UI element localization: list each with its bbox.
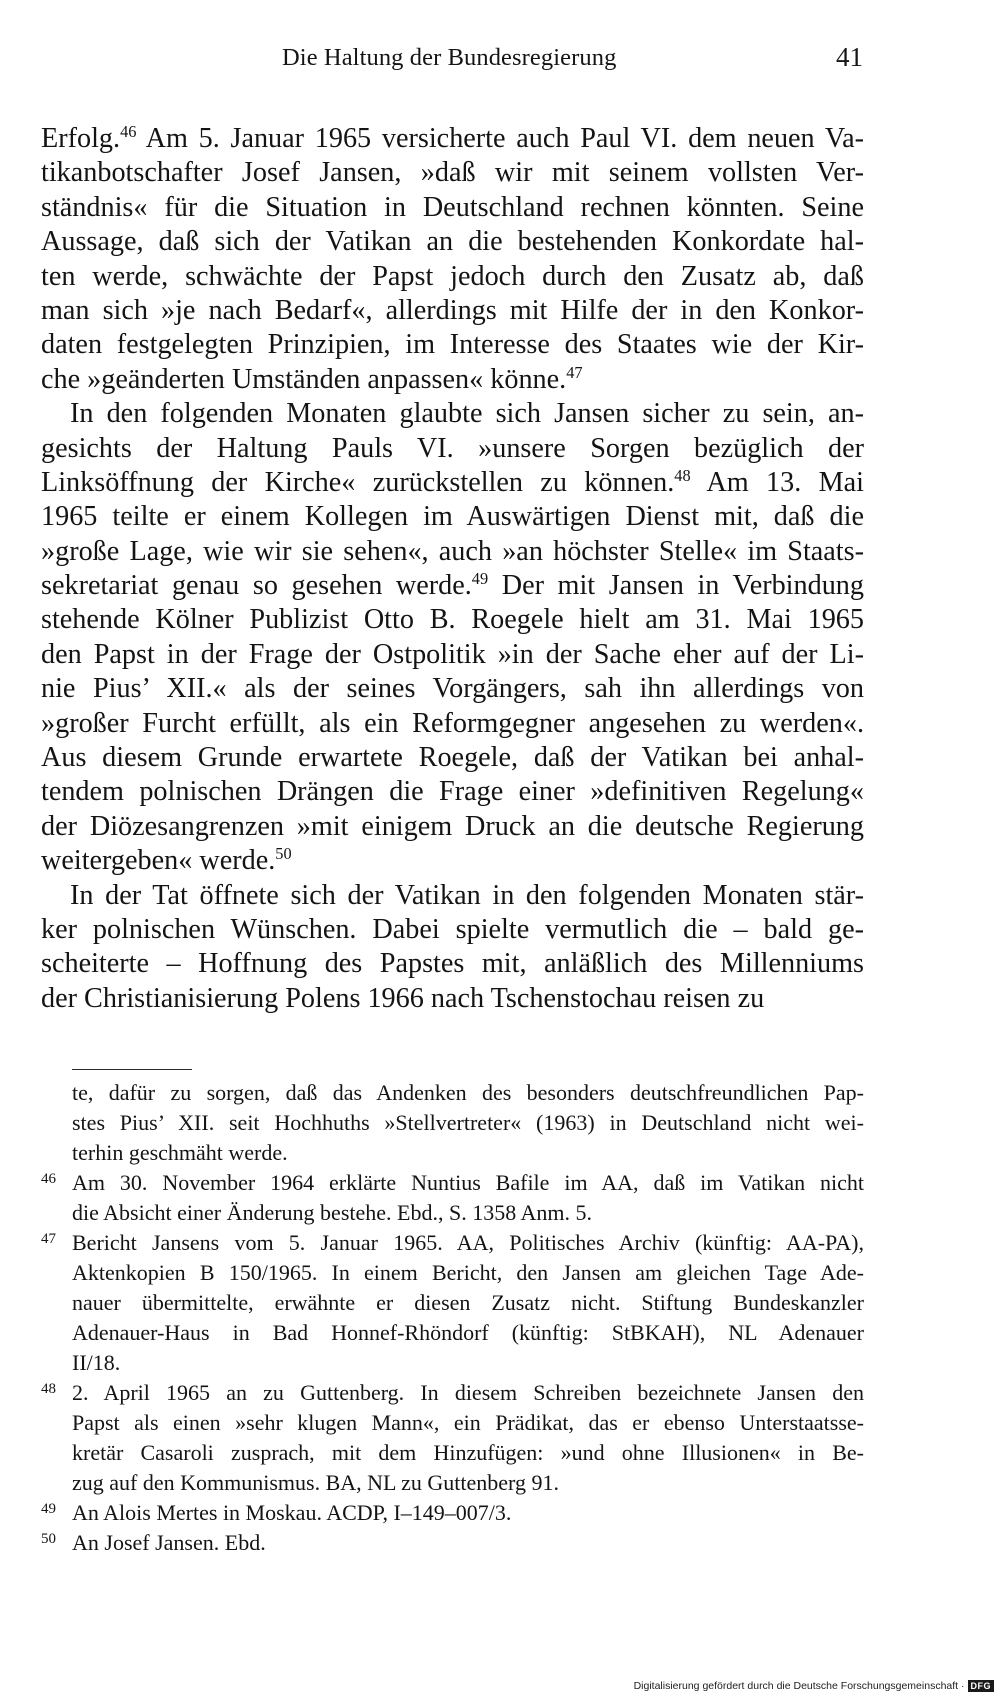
body-line [41,879,864,913]
footnote-number: 50 [41,1531,56,1547]
body-line [41,741,864,775]
body-line-text: Linksöffnung der Kirche« zurückstellen zu können. [41,466,675,498]
body-line-text: den Papst in der Frage der Ostpolitik »in der Sache eher auf der Li- [41,638,864,670]
footnotes [41,1078,864,1558]
footnote-reference: 47 [566,362,583,382]
body-line-text: man sich »je nach Bedarf«, allerdings mit Hilfe der in den Konkor- [41,294,864,326]
footnote [41,1228,864,1378]
footnote-line: Papst als einen »sehr klugen Mann«, ein Prädikat, das er ebenso Unterstaatsse- [72,1410,864,1435]
body-line-text: Am 5. Januar 1965 versicherte auch Paul VI. dem neuen Va- [136,123,864,154]
body-line [41,432,864,466]
footnote-reference: 49 [471,568,489,588]
footnote-reference: 48 [674,465,691,485]
footnote-line: An Josef Jansen. Ebd. [72,1530,266,1555]
body-line [41,672,864,706]
body-line [41,603,864,637]
footnote-rule [72,1069,192,1070]
body-line [41,328,864,362]
body-line-text: In der Tat öffnete sich der Vatikan in den folgenden Monaten stär- [70,879,864,911]
body-line-text: Der mit Jansen in Verbindung [488,570,864,602]
footnote-line: II/18. [72,1350,121,1375]
body-line [41,260,864,294]
footnote-line: An Alois Mertes in Moskau. ACDP, I–149–007/3. [72,1500,512,1525]
footnote-number: 46 [41,1171,56,1187]
body-line-text: 1965 teilte er einem Kollegen im Auswärtigen Dienst mit, daß die [41,501,864,533]
body-line-text: ker polnischen Wünschen. Dabei spielte vermutlich die – bald ge- [41,913,864,945]
body-line [41,982,864,1016]
footnote-line: kretär Casaroli zusprach, mit dem Hinzufügen: »und ohne Illusionen« in Be- [72,1440,864,1465]
running-head [0,44,1000,80]
footnote-line: Bericht Jansens vom 5. Januar 1965. AA, Politisches Archiv (künftig: AA-PA), [72,1230,864,1255]
footnote-reference: 50 [275,844,292,864]
footnote-line: die Absicht einer Änderung bestehe. Ebd., S. 1358 Anm. 5. [72,1200,592,1225]
footnote-line: stes Pius’ XII. seit Hochhuths »Stellvertreter« (1963) in Deutschland nicht wei- [72,1110,864,1135]
body-line [41,122,864,156]
footnote [41,1528,864,1558]
footnote-line: Aktenkopien B 150/1965. In einem Bericht, den Jansen am gleichen Tage Ade- [72,1260,864,1285]
footnote-reference: 46 [120,121,137,141]
dfg-logo: DFG [968,1680,995,1692]
body-line [41,466,864,500]
body-line-text: daten festgelegten Prinzipien, im Interesse des Staates wie der Kir- [41,329,864,361]
body-line [41,500,864,534]
footnote-line: Adenauer-Haus in Bad Honnef-Rhöndorf (künftig: StBKAH), NL Adenauer [72,1320,864,1345]
body-line-text: stehende Kölner Publizist Otto B. Roegele hielt am 31. Mai 1965 [41,604,864,636]
body-line-text: che »geänderten Umständen anpassen« könne. [41,363,567,395]
main-text [41,122,864,1016]
body-line-text: nie Pius’ XII.« als der seines Vorgängers, sah ihn allerdings von [41,673,864,705]
footnote-line: te, dafür zu sorgen, daß das Andenken des besonders deutschfreundlichen Pap- [72,1080,864,1105]
body-line-text: der Christianisierung Polens 1966 nach Tschenstochau reisen zu [41,982,765,1014]
page-number: 41 [836,42,863,72]
footnote [41,1078,864,1168]
footnote-number: 47 [41,1231,56,1247]
body-line-text: der Diözesangrenzen »mit einigem Druck an die deutsche Regierung [41,810,864,842]
body-line [41,947,864,981]
footnote-line: terhin geschmäht werde. [72,1140,288,1165]
body-line-text: tikanbotschafter Josef Jansen, »daß wir mit seinem vollsten Ver- [41,157,864,189]
body-line [41,225,864,259]
body-line [41,913,864,947]
credit-text: Digitalisierung gefördert durch die Deutsche Forschungsgemeinschaft · [633,1680,965,1692]
running-title: Die Haltung der Bundesregierung [282,44,617,71]
body-line-text: Aussage, daß sich der Vatikan an die bestehenden Konkordate hal- [41,226,864,258]
body-line [41,775,864,809]
body-line [41,535,864,569]
footnote-line: 2. April 1965 an zu Guttenberg. In diesem Schreiben bezeichnete Jansen den [72,1380,864,1405]
body-line-text: »großer Furcht erfüllt, als ein Reformgegner angesehen zu werden«. [41,707,864,739]
body-line-text: tendem polnischen Drängen die Frage einer »definitiven Regelung« [41,776,864,808]
body-line [41,638,864,672]
footnote [41,1378,864,1498]
body-line [41,156,864,190]
body-line-text: Erfolg. [41,123,121,154]
footnote [41,1498,864,1528]
body-line-text: scheiterte – Hoffnung des Papstes mit, anläßlich des Millenniums [41,948,864,980]
body-line-text: »große Lage, wie wir sie sehen«, auch »an höchster Stelle« im Staats- [41,535,864,567]
body-line-text: Aus diesem Grunde erwartete Roegele, daß der Vatikan bei anhal- [41,742,864,774]
body-line [41,569,864,603]
body-line-text: weitergeben« werde. [41,845,276,877]
body-line [41,397,864,431]
body-line [41,707,864,741]
body-line-text: ständnis« für die Situation in Deutschland rechnen könnten. Seine [41,191,864,223]
body-line [41,810,864,844]
body-line [41,844,864,878]
footnote-number: 48 [41,1381,56,1397]
footnote-line: zug auf den Kommunismus. BA, NL zu Guttenberg 91. [72,1470,559,1495]
body-line-text: In den folgenden Monaten glaubte sich Jansen sicher zu sein, an- [70,398,864,430]
footnote-line: Am 30. November 1964 erklärte Nuntius Bafile im AA, daß im Vatikan nicht [72,1170,864,1195]
footnote [41,1168,864,1228]
footnote-line: nauer übermittelte, erwähnte er diesen Zusatz nicht. Stiftung Bundeskanzler [72,1290,864,1315]
body-line-text: gesichts der Haltung Pauls VI. »unsere Sorgen bezüglich der [41,432,864,464]
body-line [41,294,864,328]
body-line-text: ten werde, schwächte der Papst jedoch durch den Zusatz ab, daß [41,260,864,292]
body-line [41,363,864,397]
footnote-number: 49 [41,1501,56,1517]
body-line-text: sekretariat genau so gesehen werde. [41,570,472,602]
body-line [41,191,864,225]
body-line-text: Am 13. Mai [690,466,864,498]
digitization-credit [634,1680,994,1692]
